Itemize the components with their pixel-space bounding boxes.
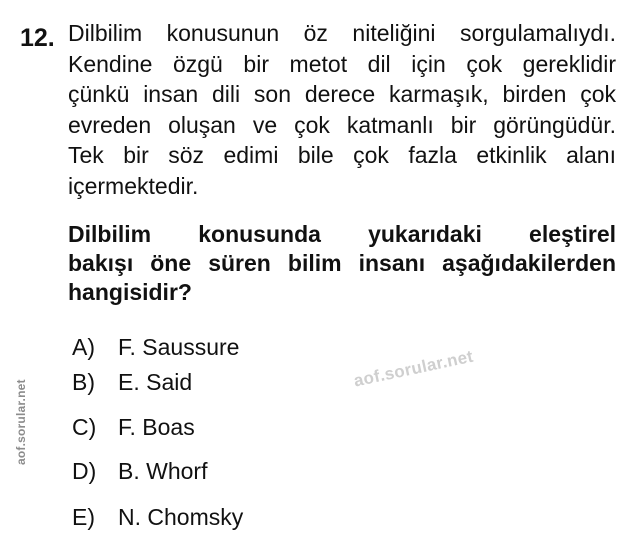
question-body-line: Kendine özgü bir metot dil için çok gereklidir bbox=[68, 50, 616, 77]
question-number: 12. bbox=[20, 24, 55, 52]
answer-option-b[interactable] bbox=[72, 365, 192, 399]
option-text: N. Chomsky bbox=[118, 504, 244, 530]
option-letter: A) bbox=[72, 334, 95, 360]
question-body-line: çünkü insan dili son derece karmaşık, birden çok bbox=[68, 81, 616, 107]
question-prompt-line: bakışı öne süren bilim insanı aşağıdakilerden bbox=[68, 250, 616, 276]
option-text: B. Whorf bbox=[118, 458, 208, 484]
question-prompt bbox=[68, 220, 616, 307]
question-body bbox=[68, 18, 616, 201]
question-body-line: evreden oluşan ve çok katmanlı bir görüngüdür. bbox=[68, 111, 616, 138]
option-letter: D) bbox=[72, 458, 97, 484]
diagonal-watermark: aof.sorular.net bbox=[352, 346, 475, 391]
answer-option-a[interactable] bbox=[72, 330, 239, 364]
option-letter: E) bbox=[72, 504, 95, 530]
option-letter: C) bbox=[72, 414, 97, 440]
option-text: F. Saussure bbox=[118, 334, 240, 360]
question-body-line: Dilbilim konusunun öz niteliğini sorgulamalıydı. bbox=[68, 20, 616, 46]
answer-option-d[interactable] bbox=[72, 454, 207, 488]
question-prompt-line: Dilbilim konusunda yukarıdaki eleştirel bbox=[68, 221, 616, 247]
option-letter: B) bbox=[72, 369, 95, 395]
answer-option-e[interactable] bbox=[72, 500, 243, 534]
answer-option-c[interactable] bbox=[72, 410, 195, 444]
option-text: F. Boas bbox=[118, 414, 195, 440]
side-watermark: aof.sorular.net bbox=[14, 379, 28, 465]
option-text: E. Said bbox=[118, 369, 193, 395]
question-body-line: içermektedir. bbox=[68, 172, 199, 199]
question-body-line: Tek bir söz edimi bile çok fazla etkinlik alanı bbox=[68, 142, 616, 168]
question-prompt-line: hangisidir? bbox=[68, 279, 192, 305]
